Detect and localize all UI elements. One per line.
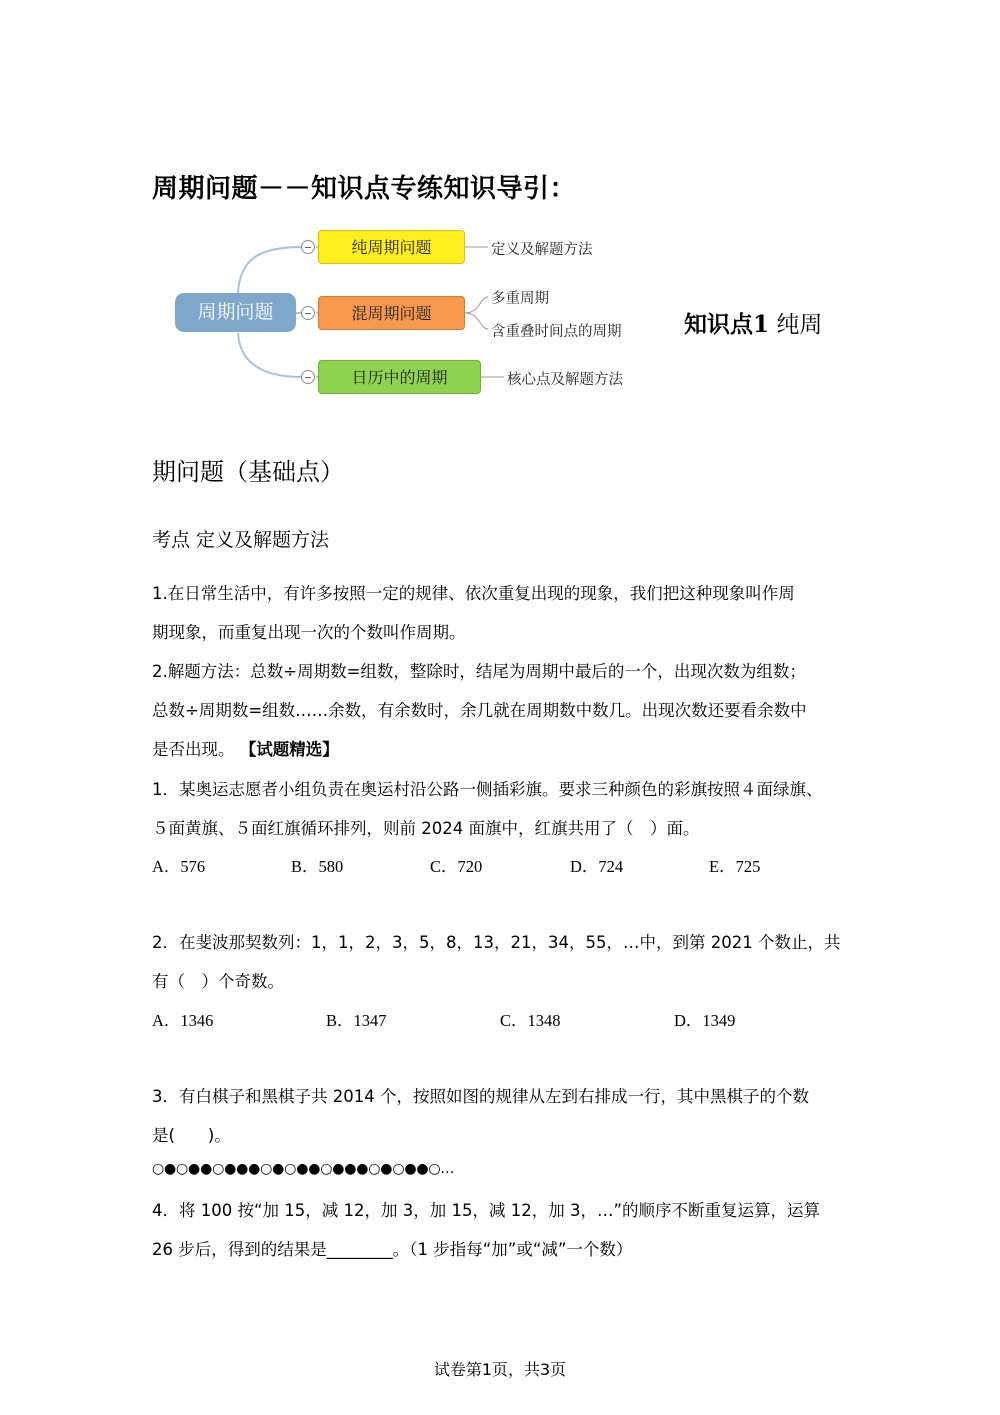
definition-line: 总数÷周期数=组数……余数，有余数时，余几就在周期数中数几。出现次数还要看余数中 <box>152 701 807 720</box>
question-2-line: 2．在斐波那契数列：1，1，2，3，5，8，13，21，34，55，…中，到第 2021 个数止，共 <box>152 933 841 952</box>
collapse-icon[interactable] <box>301 306 315 320</box>
branch-label: 纯周期问题 <box>351 238 432 257</box>
question-1-option-b[interactable]: B．580 <box>291 857 344 876</box>
definition-line: 2.解题方法：总数÷周期数=组数，整除时，结尾为周期中最后的一个，出现次数为组数； <box>152 662 806 681</box>
chess-pattern: ○●○●●○●●●○●○●●○●●●○●○●●○… <box>152 1161 455 1177</box>
selected-questions-label: 【试题精选】 <box>239 740 339 759</box>
question-1-option-e[interactable]: E．725 <box>709 857 761 876</box>
page-footer: 试卷第1页，共3页 <box>433 1360 567 1379</box>
branch-label: 日历中的周期 <box>351 368 448 387</box>
definition-text: 是否出现。 <box>152 740 235 759</box>
question-3-line: 3．有白棋子和黑棋子共 2014 个，按照如图的规律从左到右排成一行，其中黑棋子的个数 <box>152 1087 809 1106</box>
mind-map-leaf: 含重叠时间点的周期 <box>491 324 622 340</box>
question-3-line: 是( )。 <box>152 1126 231 1145</box>
definition-line: 期现象，而重复出现一次的个数叫作周期。 <box>152 623 466 642</box>
question-2-option-c[interactable]: C．1348 <box>500 1011 561 1030</box>
page-title: 周期问题－－知识点专练知识导引： <box>152 174 577 204</box>
mind-map-branch-calendar <box>318 360 481 394</box>
mind-map-branch-pure <box>318 230 465 264</box>
question-2-line: 有（ ）个奇数。 <box>152 972 284 991</box>
definition-line <box>152 736 339 760</box>
mind-map <box>170 225 650 405</box>
question-1-line: ５面黄旗、５面红旗循环排列，则前 2024 面旗中，红旗共用了（ ）面。 <box>152 819 700 838</box>
knowledge-point-name: 纯周 <box>776 312 823 338</box>
collapse-icon[interactable] <box>301 370 315 384</box>
question-1-option-d[interactable]: D．724 <box>570 857 624 876</box>
knowledge-point-title <box>684 306 822 339</box>
definition-line: 1.在日常生活中，有许多按照一定的规律、依次重复出现的现象，我们把这种现象叫作周 <box>152 584 795 603</box>
mind-map-leaf: 定义及解题方法 <box>491 242 593 258</box>
section-title: 期问题（基础点） <box>152 458 344 486</box>
question-1-line: 1．某奥运志愿者小组负责在奥运村沿公路一侧插彩旗。要求三种颜色的彩旗按照４面绿旗、 <box>152 780 823 799</box>
question-2-option-a[interactable]: A．1346 <box>152 1011 214 1030</box>
mind-map-leaf: 多重周期 <box>491 291 549 307</box>
question-2-option-d[interactable]: D．1349 <box>674 1011 736 1030</box>
exam-point: 考点 定义及解题方法 <box>152 529 330 551</box>
question-1-option-a[interactable]: A．576 <box>152 857 206 876</box>
mind-map-root <box>175 293 296 332</box>
question-4-line: 26 步后，得到的结果是________。（1 步指每“加”或“减”一个数） <box>152 1240 633 1259</box>
collapse-icon[interactable] <box>301 240 315 254</box>
mind-map-branch-mixed <box>318 296 465 330</box>
question-4-line: 4．将 100 按“加 15，减 12，加 3，加 15，减 12，加 3，…”的顺序不断重复运算，运算 <box>152 1201 821 1220</box>
mind-map-root-label: 周期问题 <box>197 301 274 323</box>
knowledge-point-number: 知识点1 <box>684 311 770 338</box>
branch-label: 混周期问题 <box>351 304 432 323</box>
question-1-option-c[interactable]: C．720 <box>430 857 483 876</box>
question-2-option-b[interactable]: B．1347 <box>326 1011 387 1030</box>
mind-map-leaf: 核心点及解题方法 <box>507 372 623 388</box>
